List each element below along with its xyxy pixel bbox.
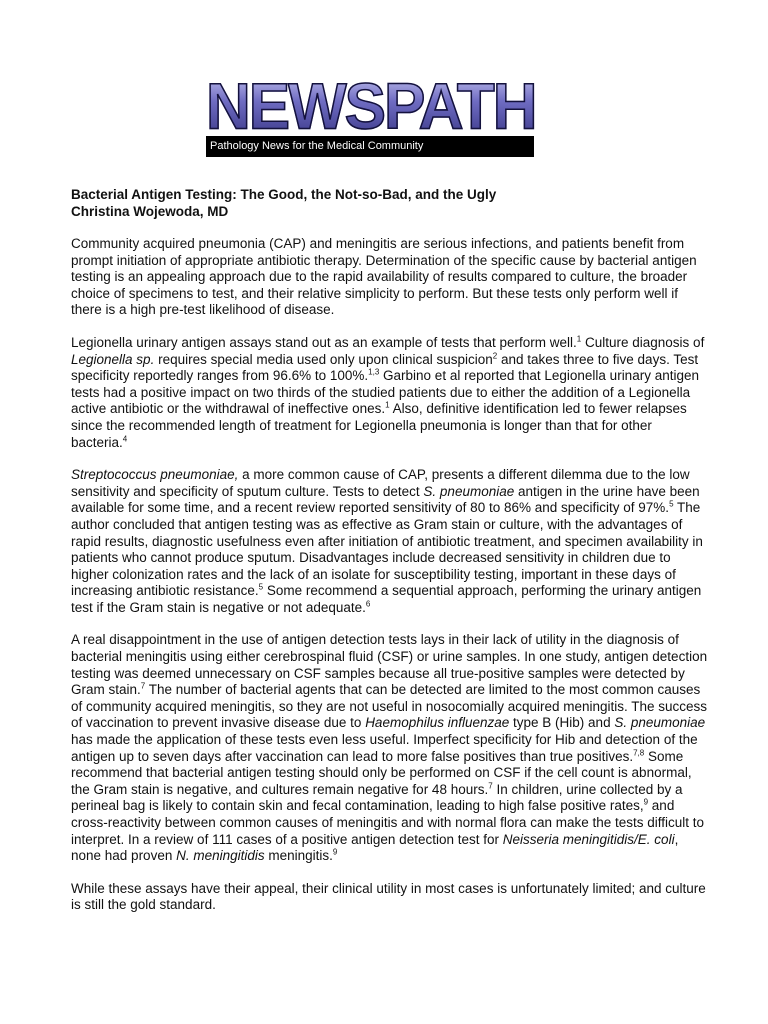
citation: 2 (492, 351, 498, 361)
text-run: type B (Hib) and (509, 715, 615, 731)
italic-text: Legionella sp. (71, 351, 155, 367)
italic-text: S. pneumoniae (423, 483, 515, 499)
text-run: , none had proven (71, 831, 679, 864)
citation: 7,8 (633, 748, 645, 758)
text-run: A real disappointment in the use of antigen detection tests lays in their lack of utility in the diagnosis of bacterial meningitis using either cerebrospinal fluid (CSF) or urine samples. In one study, antigen detection testing was deemed unnecessary on CSF samples because all true-positive samples were detected by Gram stain. (71, 632, 708, 698)
newspath-logo (206, 76, 536, 158)
article-author: Christina Wojewoda, MD (71, 204, 229, 219)
paragraph-3 (71, 467, 711, 616)
text-run: Also, definitive identification led to fewer relapses since the recommended length of treatment for Legionella pneumonia is longer than that for other bacteria. (71, 401, 687, 450)
italic-text: S. pneumoniae (614, 715, 706, 731)
text-run: requires special media used only upon clinical suspicion (154, 351, 493, 367)
text-run: a more common cause of CAP, presents a different dilemma due to the low sensitivity and specificity of sputum culture. Tests to detect (71, 467, 690, 499)
italic-text: N. meningitidis (176, 848, 265, 864)
paragraph-5: While these assays have their appeal, their clinical utility in most cases is unfortunately limited; and culture is still the gold standard. (71, 880, 706, 913)
text-run: Some recommend that bacterial antigen testing should only be performed on CSF if the cell count is abnormal, the Gram stain is negative, and cultures remain negative for 48 hours. (71, 748, 692, 797)
citation: 7 (488, 781, 493, 791)
article-header (71, 186, 711, 220)
text-run: and cross-reactivity between common causes of meningitis and with normal flora can make the tests difficult to interpret. In a review of 111 cases of a positive antigen detection test for (71, 798, 705, 847)
citation: 1 (576, 334, 582, 344)
text-run: Legionella urinary antigen assays stand out as an example of tests that perform well. (71, 334, 577, 350)
paragraph-4 (71, 632, 711, 864)
article-body (71, 236, 711, 930)
citation: 5 (669, 499, 674, 509)
paragraph-2 (71, 335, 711, 451)
text-run: Some recommend a sequential approach, performing the urinary antigen test if the Gram stain is negative or not adequate. (71, 583, 702, 615)
text-run: and takes three to five days. Test specificity reportedly ranges from 96.6% to 100%. (71, 351, 699, 384)
article-title: Bacterial Antigen Testing: The Good, the Not-so-Bad, and the Ugly (71, 187, 497, 202)
citation: 5 (258, 582, 264, 592)
italic-text: Haemophilus influenzae (365, 715, 510, 731)
logo-wordmark: NEWSPATH (206, 76, 536, 136)
text-run: In children, urine collected by a perineal bag is likely to contain skin and fecal contamination, leading to high false positive rates, (71, 781, 683, 814)
citation: 6 (365, 599, 371, 609)
citation: 9 (643, 797, 649, 807)
paragraph-1: Community acquired pneumonia (CAP) and meningitis are serious infections, and patients benefit from prompt initiation of appropriate antibiotic therapy. Determination of the specific cause by bacterial antigen testing is an appealing approach due to the rapid availability of results compared to culture, the broader choice of specimens to test, and their relative simplicity to perform. But these tests only perform well if there is a high pre-test likelihood of disease. (71, 236, 697, 318)
text-run: The author concluded that antigen testing was as effective as Gram stain or culture, with the advantages of rapid results, diagnostic usefulness even after initiation of antibiotic treatment, and specimen availability in patients who cannot produce sputum. Disadvantages include decreased sensitivity in children due to higher colonization rates and the lack of an isolate for susceptibility testing, important in these days of increasing antibiotic resistance. (71, 500, 703, 599)
logo-tagline: Pathology News for the Medical Community (210, 140, 424, 152)
italic-text: Neisseria meningitidis/E. coli (502, 831, 675, 847)
text-run: antigen in the urine have been available for some time, and a recent review reported sensitivity of 80 to 86% and specificity of 97%. (71, 483, 700, 516)
text-run: Garbino et al reported that Legionella urinary antigen tests had a positive impact on two thirds of the studied patients due to either the addition of a Legionella active antibiotic or the withdrawal of ineffective ones. (71, 368, 699, 417)
italic-text: Streptococcus pneumoniae, (71, 467, 239, 483)
citation: 7 (140, 681, 146, 691)
text-run: has made the application of these tests even less useful. Imperfect specificity for Hib and detection of the antigen up to seven days after vaccination can lead to more false positives than true positives. (71, 732, 698, 764)
citation: 1 (385, 400, 390, 410)
citation: 9 (332, 847, 338, 857)
text-run: The number of bacterial agents that can be detected are limited to the most common causes of community acquired meningitis, so they are not useful in nosocomially acquired meningitis. The success of vaccination to prevent invasive disease due to (71, 682, 708, 731)
text-run: meningitis. (264, 848, 333, 864)
citation: 4 (122, 434, 128, 444)
text-run: Culture diagnosis of (581, 334, 705, 350)
citation: 1,3 (368, 367, 380, 377)
